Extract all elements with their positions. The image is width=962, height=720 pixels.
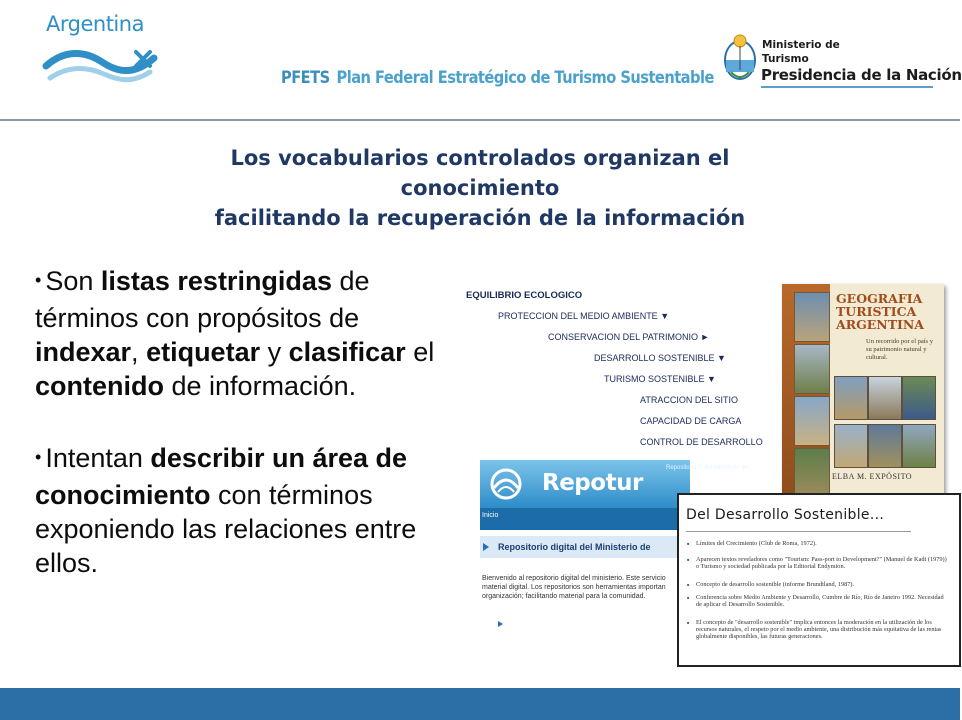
thesaurus-term: EQUILIBRIO ECOLOGICO (466, 290, 583, 301)
title-line-3: facilitando la recuperación de la información (214, 206, 746, 230)
book-title-line-1: GEOGRAFIA (836, 291, 923, 306)
repotur-body-text: Bienvenido al repositorio digital del ministerio. Este servicio material digital. Los repositorios son herramientas importan organización; facilitando material para la comunidad. (482, 575, 666, 600)
slide-header (0, 0, 960, 120)
book-subtitle: Un recorrido por el país y su patrimonio natural y cultural. (866, 338, 933, 361)
repotur-section-bar (480, 536, 690, 558)
desarrollo-title: Del Desarrollo Sostenible... (686, 507, 885, 523)
bullet-list (35, 264, 455, 580)
argentina-waves-logo-icon (44, 44, 156, 88)
bullet-emphasis: describir un área de conocimiento (35, 443, 408, 510)
book-title-line-3: ARGENTINA (836, 317, 924, 332)
book-photo-4 (794, 448, 830, 498)
bullet-emphasis: contenido (35, 371, 164, 401)
bullet-text: y (260, 337, 289, 367)
ministry-line-3: Presidencia de la Nación (761, 66, 962, 84)
plan-acronym: PFETS (281, 68, 330, 88)
bullet-emphasis: listas restringidas (100, 266, 332, 296)
bullet-text: Son (45, 266, 101, 296)
book-title (836, 292, 940, 331)
bullet-text: de información. (164, 371, 357, 401)
book-image-6 (902, 424, 936, 468)
thesaurus-term: CAPACIDAD DE CARGA (640, 416, 742, 426)
repotur-header-small: Repositorio D del Ministerio de (666, 465, 748, 471)
book-image-4 (834, 424, 868, 468)
plan-name: Plan Federal Estratégico de Turismo Sustentable (336, 68, 714, 88)
title-line-1: Los vocabularios controlados organizan el (230, 146, 730, 170)
book-title-line-2: TURISTICA (836, 304, 917, 319)
thesaurus-term: TURISMO SOSTENIBLE ▼ (604, 374, 716, 384)
repotur-name: Repotur (542, 470, 643, 496)
thesaurus-term: CONSERVACION DEL PATRIMONIO ► (548, 332, 710, 342)
desarrollo-item-text: ■ Conferencia sobre Medio Ambiente y Desarrollo, Cumbre de Río, Río de Janeiro 1992. Necesidad de aplicar el Desarrollo Sostenible. (696, 594, 944, 609)
book-image-3 (902, 376, 936, 420)
bullet-text: el (405, 337, 435, 367)
bullet-emphasis: etiquetar (146, 337, 261, 367)
bullet-item (35, 441, 455, 580)
desarrollo-item (687, 581, 949, 588)
header-divider (0, 119, 960, 121)
desarrollo-item-text: ■ Límites del Crecimiento (Club de Roma, 1972). (696, 540, 817, 547)
desarrollo-item-text: ■ El concepto de "desarrollo sostenible" implica entonces la moderación en la utilización de los recursos naturales, el respeto por el medio ambiente, una distribución más equitativa de las rentas globalmente disponibles, las futuras generaciones. (696, 619, 942, 641)
repotur-header (480, 460, 748, 508)
desarrollo-item (687, 594, 949, 608)
book-image-5 (868, 424, 902, 468)
bullet-emphasis: indexar (35, 337, 132, 367)
bullet-text: Intentan (45, 443, 151, 473)
repotur-section-title: Repositorio digital del Ministerio de (498, 542, 651, 552)
book-image-1 (834, 376, 868, 420)
book-photo-3 (794, 396, 830, 446)
ministry-underline (761, 86, 933, 88)
bullet-dot-icon: • (35, 270, 42, 290)
bullet-text: , (131, 337, 147, 367)
repotur-screenshot (480, 460, 748, 628)
repotur-nav (480, 508, 690, 530)
book-cover (782, 284, 944, 510)
title-line-2: conocimiento (400, 176, 560, 200)
thesaurus-hierarchy (466, 287, 786, 452)
bullet-text: de términos con propósitos de (35, 266, 370, 333)
ministry-logo (705, 20, 962, 100)
thesaurus-term: CONTROL DE DESARROLLO (640, 437, 763, 447)
arrow-right-icon (498, 621, 503, 627)
desarrollo-sostenible-panel (677, 493, 961, 667)
thesaurus-term: ATRACCION DEL SITIO (640, 395, 739, 405)
book-photo-2 (794, 344, 830, 394)
ministry-line-2: Turismo (762, 53, 809, 65)
desarrollo-item-text: ■ Aparecen textos reveladores como "Tourism: Pass-port to Development?" (Manuel de Kadt (1979)) o Turismo y sociedad publicada por la Editorial Endymion. (696, 556, 947, 571)
desarrollo-item (687, 619, 949, 641)
national-seal-icon (721, 32, 759, 86)
thesaurus-term: PROTECCION DEL MEDIO AMBIENTE ▼ (498, 311, 670, 321)
book-image-2 (868, 376, 902, 420)
bullet-text: con términos exponiendo las relaciones entre ellos. (35, 480, 417, 578)
argentina-brand: Argentina (46, 12, 144, 36)
slide-title (40, 143, 920, 233)
repotur-logo-icon (486, 464, 526, 504)
desarrollo-item (687, 556, 949, 570)
desarrollo-divider (686, 531, 911, 532)
thesaurus-term: DESARROLLO SOSTENIBLE ▼ (594, 353, 726, 363)
bullet-dot-icon: • (35, 447, 42, 467)
bullet-emphasis: clasificar (288, 337, 406, 367)
plan-heading (281, 68, 714, 88)
bullet-item (35, 264, 455, 403)
ministry-line-1: Ministerio de (762, 39, 840, 51)
slide-footer-band (0, 688, 960, 720)
book-photo-1 (794, 292, 830, 342)
book-author: ELBA M. EXPÓSITO (832, 472, 913, 481)
arrow-right-icon (483, 543, 489, 551)
desarrollo-item-text: ■ Concepto de desarrollo sostenible (informe Brundtland, 1987). (696, 581, 855, 588)
desarrollo-item (687, 540, 949, 547)
repotur-nav-inicio[interactable]: Inicio (482, 512, 499, 519)
